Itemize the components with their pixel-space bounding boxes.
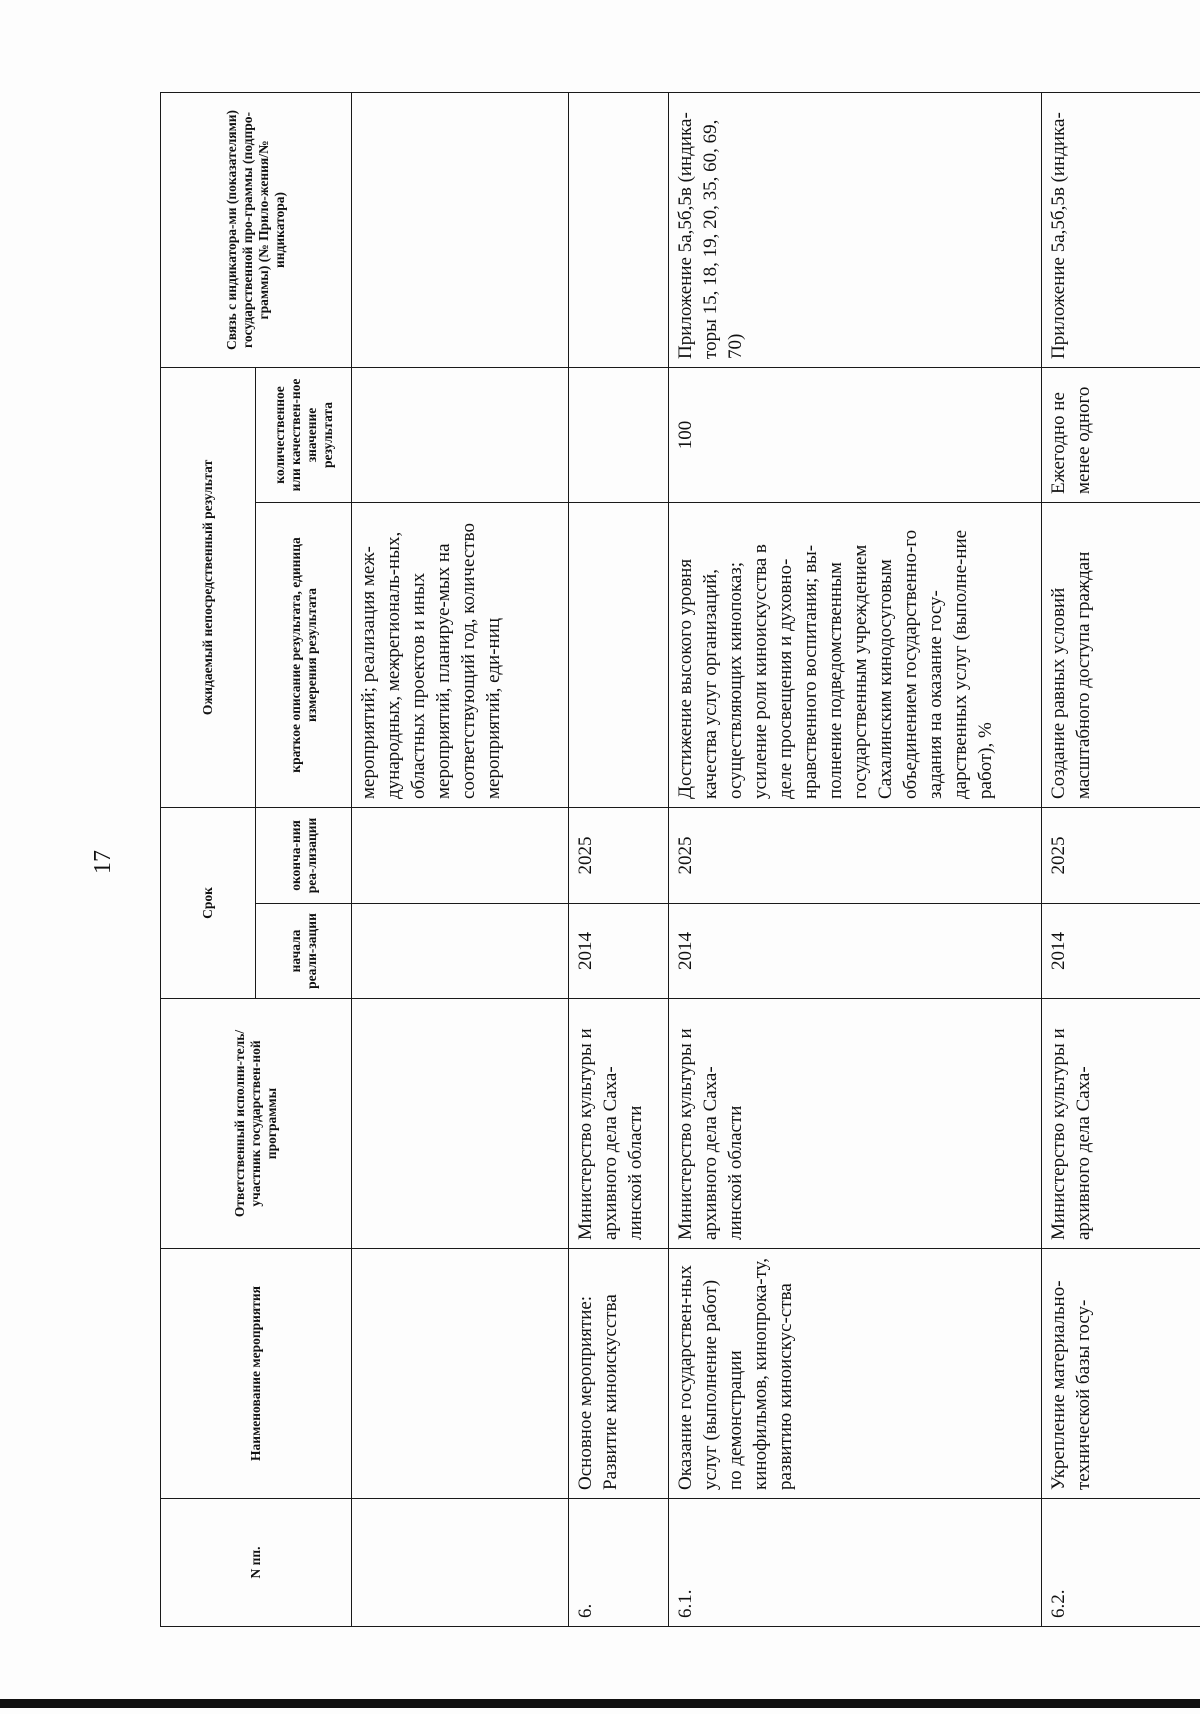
cell-executor: Министерство культуры и архивного дела Саха-линской области <box>569 999 669 1249</box>
cell-value <box>352 367 569 502</box>
cell-value <box>569 367 669 502</box>
header-link: Связь с индикатора-ми (показателями) государственной про-граммы (подпро-граммы) (№ Прило-жения/№ индикатора) <box>161 92 352 367</box>
scan-bottom-edge <box>0 1699 1200 1708</box>
cell-description: Достижение высокого уровня качества услуг организаций, осуществляющих кинопоказ; усиление роли киноискусства в деле просвещения и духовно-нравственного воспитания; вы-полнение подведомственным государственным учреждением Сахалинским кинодосуговым объединением государственно-го задания на оказание госу-дарственных услуг (выполне-ние работ), % <box>669 502 1042 807</box>
cell-link: Приложение 5а,5б,5в (индика-торы 15, 18, 19, 20, 35, 60, 69, 70) <box>669 92 1042 367</box>
cell-description: Создание равных условий масштабного доступа граждан <box>1042 502 1200 807</box>
rotated-table-wrapper <box>160 93 1200 1627</box>
cell-num: 6.1. <box>669 1499 1042 1627</box>
cell-description: мероприятий; реализация меж-дународных, межрегиональ-ных, областных проектов и иных мероприятий, планируе-мых на соответствующий год, количество мероприятий, еди-ниц <box>352 502 569 807</box>
table-row <box>669 92 1042 1626</box>
cell-link <box>569 92 669 367</box>
cell-value: 100 <box>669 367 1042 502</box>
cell-value: Ежегодно не менее одного <box>1042 367 1200 502</box>
cell-num: 6. <box>569 1499 669 1627</box>
cell-end <box>352 807 569 903</box>
page-number: 17 <box>90 850 116 874</box>
cell-start: 2014 <box>569 904 669 999</box>
cell-executor <box>352 999 569 1249</box>
cell-start: 2014 <box>669 904 1042 999</box>
header-executor: Ответственный исполни-тель/участник государствен-ной программы <box>161 999 352 1249</box>
cell-start <box>352 904 569 999</box>
header-expected: Ожидаемый непосредственный результат <box>161 367 256 807</box>
cell-name: Оказание государствен-ных услуг (выполнение работ) по демонстрации кинофильмов, кинопрока-ту, развитию киноискус-ства <box>669 1249 1042 1499</box>
cell-start: 2014 <box>1042 904 1200 999</box>
header-value: количественное или качествен-ное значение результата <box>256 367 352 502</box>
cell-name: Укрепление материально-технической базы госу- <box>1042 1249 1200 1499</box>
cell-end: 2025 <box>569 807 669 903</box>
table-row <box>569 92 669 1626</box>
cell-end: 2025 <box>1042 807 1200 903</box>
header-num: N пп. <box>161 1499 352 1627</box>
cell-executor: Министерство культуры и архивного дела Саха-линской области <box>669 999 1042 1249</box>
cell-executor: Министерство культуры и архивного дела Саха- <box>1042 999 1200 1249</box>
events-table <box>160 92 1200 1627</box>
header-term-start: начала реали-зации <box>256 904 352 999</box>
table-row <box>352 92 569 1626</box>
header-description: краткое описание результата, единица измерения результата <box>256 502 352 807</box>
cell-num <box>352 1499 569 1627</box>
header-name: Наименование мероприятия <box>161 1249 352 1499</box>
cell-name: Основное мероприятие: Развитие киноискусства <box>569 1249 669 1499</box>
header-term-end: оконча-ния реа-лизации <box>256 807 352 903</box>
cell-end: 2025 <box>669 807 1042 903</box>
cell-name <box>352 1249 569 1499</box>
cell-link <box>352 92 569 367</box>
table-row <box>1042 92 1200 1626</box>
header-term: Срок <box>161 807 256 998</box>
cell-description <box>569 502 669 807</box>
cell-link: Приложение 5а,5б,5в (индика- <box>1042 92 1200 367</box>
cell-num: 6.2. <box>1042 1499 1200 1627</box>
